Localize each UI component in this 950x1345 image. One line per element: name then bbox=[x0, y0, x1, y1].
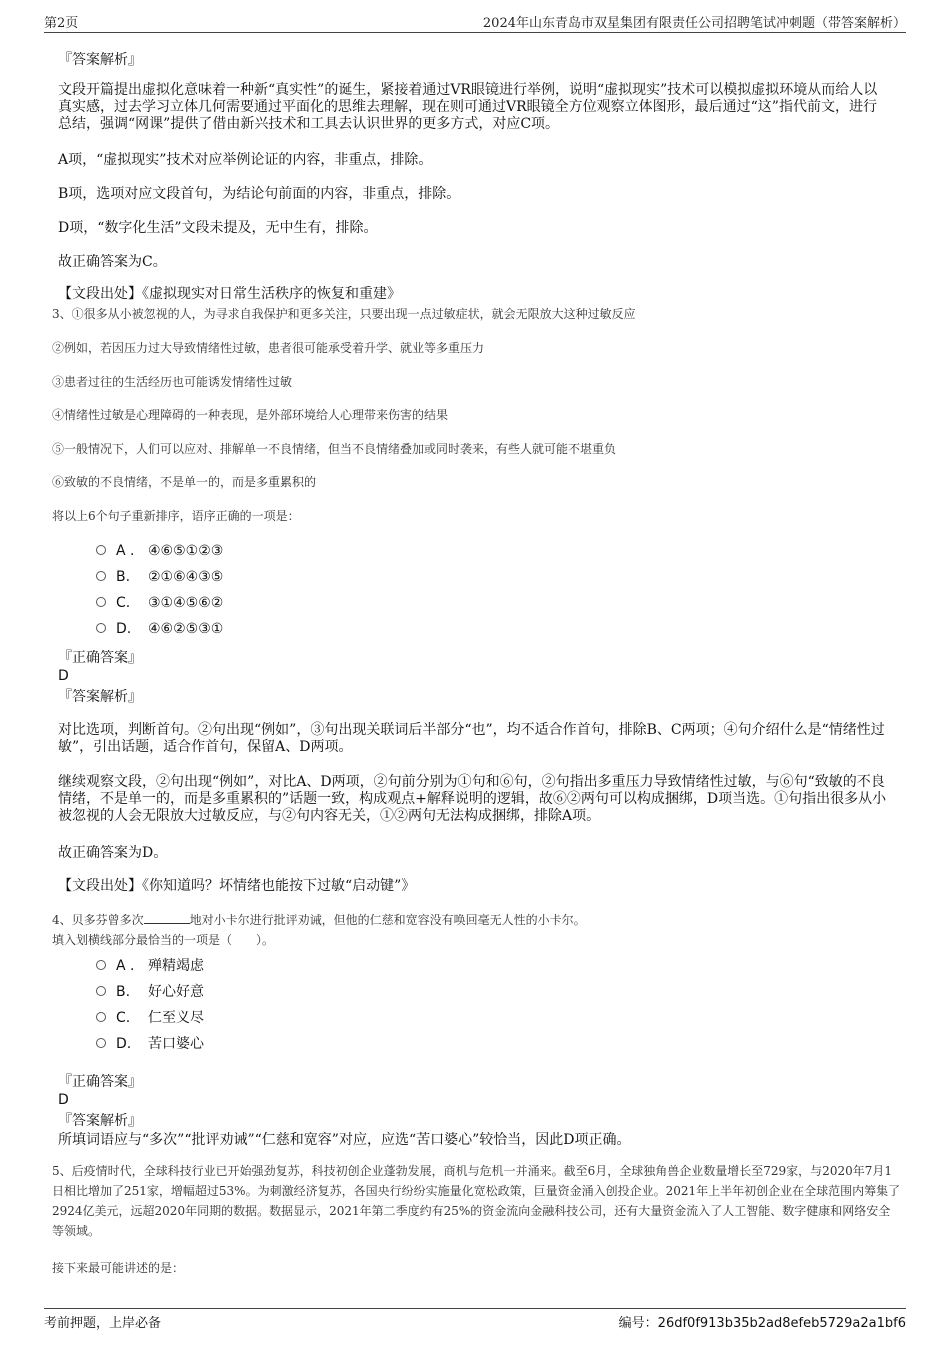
q3-answer: D bbox=[58, 668, 69, 684]
q4-answer: D bbox=[58, 1092, 69, 1108]
q3-stem-line: 3、①很多从小被忽视的人，为寻求自我保护和更多关注，只要出现一点过敏症状，就会无限放大这种过敏反应 bbox=[52, 307, 636, 321]
option-letter: B. bbox=[116, 569, 131, 585]
q3-option-b[interactable] bbox=[96, 569, 223, 585]
q3-instruction: 将以上6个句子重新排序，语序正确的一项是： bbox=[52, 509, 300, 523]
option-text: ④⑥⑤①②③ bbox=[148, 543, 224, 559]
page-number: 第2页 bbox=[44, 16, 79, 31]
q4-stem-before: 4、贝多芬曾多次 bbox=[52, 913, 144, 927]
q4-stem bbox=[52, 910, 902, 930]
q3-stem-line: ③患者过往的生活经历也可能诱发情绪性过敏 bbox=[52, 375, 293, 389]
q3-analysis-paragraph: 继续观察文段，②句出现“例如”，对比A、D两项，②句前分别为①句和⑥句，②句指出多重压力导致情绪性过敏，与⑥句“致敏的不良情绪，不是单一的，而是多重累积的”话题一致，构成观点+解释说明的逻辑，故⑥②两句可以构成捆绑，D项当选。①句指出很多从小被忽视的人会无限放大过敏反应，与②句内容无关，①②两句无法构成捆绑，排除A项。 bbox=[58, 774, 887, 824]
option-letter: C. bbox=[116, 595, 131, 611]
footer-rule bbox=[44, 1308, 906, 1309]
q4-answer-heading: 『正确答案』 bbox=[58, 1074, 142, 1090]
q3-option-c[interactable] bbox=[96, 595, 223, 611]
fill-blank bbox=[144, 911, 190, 924]
footer-code-label: 编号： bbox=[618, 1316, 658, 1331]
q4-option-b[interactable] bbox=[96, 981, 204, 1001]
header-rule bbox=[44, 32, 906, 33]
option-letter: A . bbox=[116, 958, 135, 974]
q3-answer-heading: 『正确答案』 bbox=[58, 650, 142, 666]
option-letter: C. bbox=[116, 1010, 131, 1026]
q4-option-a[interactable] bbox=[96, 955, 204, 975]
option-text: 苦口婆心 bbox=[148, 1036, 204, 1052]
radio-icon[interactable] bbox=[96, 623, 106, 633]
analysis-conclusion: 故正确答案为C。 bbox=[58, 254, 167, 270]
q3-option-a[interactable] bbox=[96, 543, 223, 559]
radio-icon[interactable] bbox=[96, 545, 106, 555]
option-text: 仁至义尽 bbox=[148, 1010, 204, 1026]
footer-slogan: 考前押题，上岸必备 bbox=[44, 1316, 162, 1331]
q4-instruction: 填入划横线部分最恰当的一项是（ ）。 bbox=[52, 933, 275, 947]
radio-icon[interactable] bbox=[96, 571, 106, 581]
q3-stem-line: ⑥致敏的不良情绪，不是单一的，而是多重累积的 bbox=[52, 475, 317, 489]
option-text: 好心好意 bbox=[148, 984, 204, 1000]
option-letter: A . bbox=[116, 543, 135, 559]
radio-icon[interactable] bbox=[96, 1038, 106, 1048]
q4-stem-after: 地对小卡尔进行批评劝诫，但他的仁慈和宽容没有唤回毫无人性的小卡尔。 bbox=[189, 913, 586, 927]
radio-icon[interactable] bbox=[96, 1012, 106, 1022]
q3-source-citation: 【文段出处】《你知道吗？坏情绪也能按下过敏“启动键”》 bbox=[58, 878, 416, 894]
q5-question: 接下来最可能讲述的是： bbox=[52, 1261, 185, 1275]
q3-stem-line: ④情绪性过敏是心理障碍的一种表现，是外部环境给人心理带来伤害的结果 bbox=[52, 408, 449, 422]
radio-icon[interactable] bbox=[96, 597, 106, 607]
q4-analysis: 所填词语应与“多次”“批评劝诫”“仁慈和宽容”对应，应选“苦口婆心”较恰当，因此D项正确。 bbox=[58, 1132, 631, 1148]
analysis-note-d: D项，“数字化生活”文段未提及，无中生有，排除。 bbox=[58, 220, 378, 236]
document-title: 2024年山东青岛市双星集团有限责任公司招聘笔试冲刺题（带答案解析） bbox=[482, 16, 906, 31]
option-text: ④⑥②⑤③① bbox=[148, 621, 224, 637]
option-letter: D. bbox=[116, 621, 132, 637]
q3-analysis-paragraph: 对比选项，判断首句。②句出现“例如”，③句出现关联词后半部分“也”，均不适合作首句，排除B、C两项；④句介绍什么是“情绪性过敏”，引出话题，适合作首句，保留A、D两项。 bbox=[58, 722, 885, 755]
radio-icon[interactable] bbox=[96, 986, 106, 996]
q3-stem-line: ②例如，若因压力过大导致情绪性过敏，患者很可能承受着升学、就业等多重压力 bbox=[52, 341, 485, 355]
q3-stem-line: ⑤一般情况下，人们可以应对、排解单一不良情绪，但当不良情绪叠加或同时袭来，有些人就可能不堪重负 bbox=[52, 442, 617, 456]
source-citation: 【文段出处】《虚拟现实对日常生活秩序的恢复和重建》 bbox=[58, 286, 401, 302]
footer-code-value: 26df0f913b35b2ad8efeb5729a2a1bf6 bbox=[657, 1316, 906, 1331]
footer-code bbox=[619, 1312, 906, 1331]
option-text: 殚精竭虑 bbox=[148, 958, 204, 974]
q4-option-c[interactable] bbox=[96, 1007, 204, 1027]
q4-option-d[interactable] bbox=[96, 1033, 204, 1053]
q3-analysis-heading: 『答案解析』 bbox=[58, 689, 142, 705]
q5-stem: 5、后疫情时代，全球科技行业已开始强劲复苏，科技初创企业蓬勃发展，商机与危机一并涌来。截至6月，全球独角兽企业数量增长至729家，与2020年7月1日相比增加了251家，增幅超过53%。为刺激经济复苏，各国央行纷纷实施量化宽松政策，巨量资金涌入创投企业。2021年上半年初创企业在全球范围内筹集了2924亿美元，远超2020年同期的数据。数据显示，2021年第二季度约有25%的资金流向金融科技公司，还有大量资金流入了人工智能、数字健康和网络安全等领域。 bbox=[52, 1164, 901, 1238]
option-text: ③①④⑤⑥② bbox=[148, 595, 224, 611]
analysis-heading: 『答案解析』 bbox=[58, 52, 142, 68]
radio-icon[interactable] bbox=[96, 960, 106, 970]
analysis-paragraph: 文段开篇提出虚拟化意味着一种新“真实性”的诞生，紧接着通过VR眼镜进行举例，说明“虚拟现实”技术可以模拟虚拟环境从而给人以真实感，过去学习立体几何需要通过平面化的思维去理解，现在则可通过VR眼镜全方位观察立体图形，最后通过“这”指代前文，进行总结，强调“网课”提供了借由新兴技术和工具去认识世界的更多方式，对应C项。 bbox=[58, 82, 878, 132]
analysis-note-b: B项，选项对应文段首句，为结论句前面的内容，非重点，排除。 bbox=[58, 186, 461, 202]
option-letter: B. bbox=[116, 984, 131, 1000]
option-letter: D. bbox=[116, 1036, 132, 1052]
q3-option-d[interactable] bbox=[96, 621, 223, 637]
q4-analysis-heading: 『答案解析』 bbox=[58, 1113, 142, 1129]
q3-conclusion: 故正确答案为D。 bbox=[58, 845, 168, 861]
analysis-note-a: A项，“虚拟现实”技术对应举例论证的内容，非重点，排除。 bbox=[58, 152, 433, 168]
option-text: ②①⑥④③⑤ bbox=[148, 569, 224, 585]
